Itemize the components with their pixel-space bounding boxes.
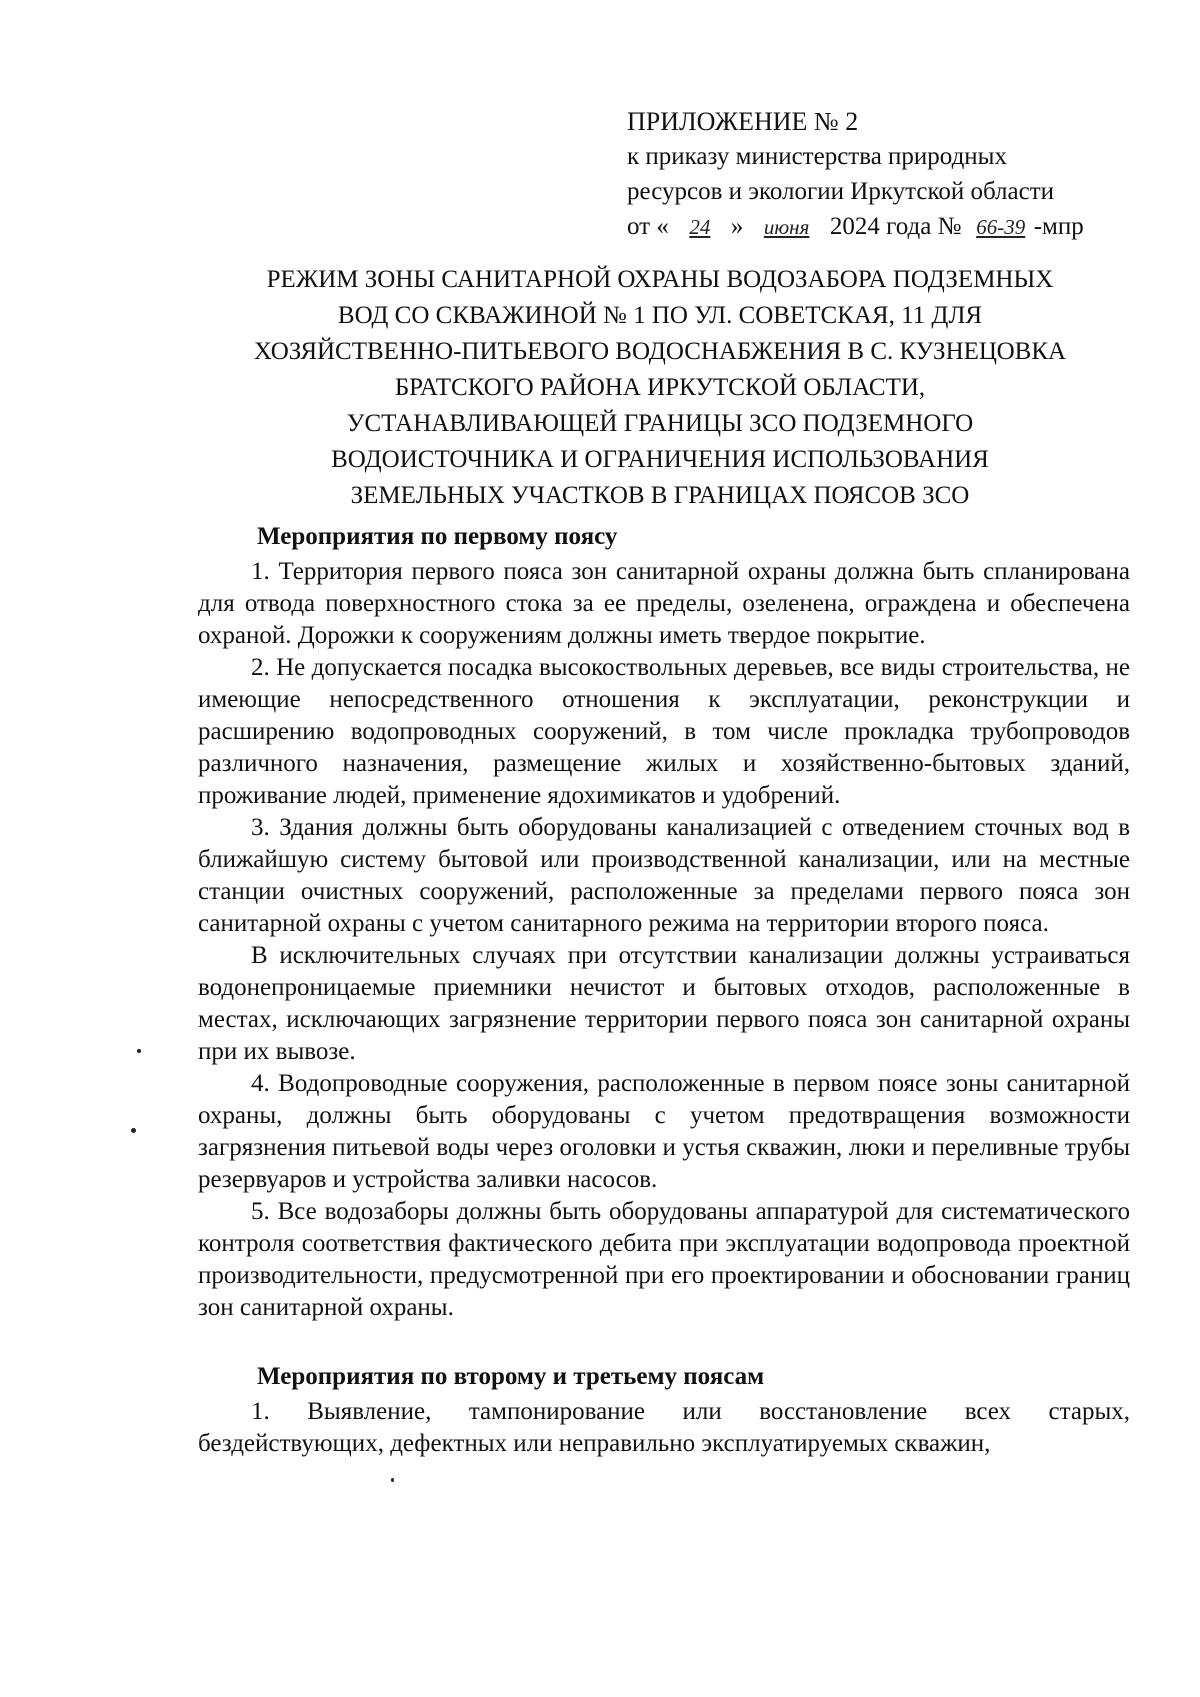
section-1-paragraph: 5. Все водозаборы должны быть оборудованы аппаратурой для систематического контроля соответствия фактического дебита при эксплуатации водопровода проектной производительности, предусмотренной при его проектировании и обосновании границ зон санитарной охраны. xyxy=(198,1198,1130,1321)
scan-speck xyxy=(137,1049,141,1053)
section-1-heading: Мероприятия по первому поясу xyxy=(257,523,618,550)
date-prefix: от « xyxy=(627,213,669,240)
appendix-header xyxy=(627,104,1147,245)
scan-speck xyxy=(391,1478,394,1482)
handwritten-month: июня xyxy=(763,215,810,239)
section-1-paragraph: 1. Территория первого пояса зон санитарной охраны должна быть спланирована для отвода поверхностного стока за ее пределы, озеленена, ограждена и обеспечена охраной. Дорожки к сооружениям должны иметь твердое покрытие. xyxy=(198,558,1130,649)
appendix-title: ПРИЛОЖЕНИЕ № 2 xyxy=(627,107,859,136)
section-2-paragraph: 1. Выявление, тампонирование или восстановление всех старых, бездействующих, дефектных или неправильно эксплуатируемых скважин, xyxy=(198,1398,1130,1457)
section-1-paragraph: 3. Здания должны быть оборудованы канализацией с отведением сточных вод в ближайшую систему бытовой или производственной канализации, или на местные станции очистных сооружений, расположенные за пределами первого пояса зон санитарной охраны с учетом санитарного режима на территории второго пояса. xyxy=(198,814,1130,937)
handwritten-order-number: 66-39 xyxy=(976,215,1026,239)
appendix-date-line xyxy=(627,209,1147,245)
appendix-line-1: к приказу министерства природных xyxy=(627,143,1007,170)
title-line: ХОЗЯЙСТВЕННО-ПИТЬЕВОГО ВОДОСНАБЖЕНИЯ В С. КУЗНЕЦОВКА xyxy=(253,338,1067,365)
section-1-paragraph: В исключительных случаях при отсутствии канализации должны устраиваться водонепроницаемые приемники нечистот и бытовых отходов, расположенные в местах, исключающих загрязнение территории первого пояса зон санитарной охраны при их вывозе. xyxy=(198,942,1130,1065)
title-line: БРАТСКОГО РАЙОНА ИРКУТСКОЙ ОБЛАСТИ, xyxy=(394,374,926,401)
title-line: ВОД СО СКВАЖИНОЙ № 1 ПО УЛ. СОВЕТСКАЯ, 11 ДЛЯ xyxy=(337,302,983,329)
section-1-paragraph: 4. Водопроводные сооружения, расположенные в первом поясе зоны санитарной охраны, должны быть оборудованы с учетом предотвращения возможности загрязнения питьевой воды через оголовки и устья скважин, люки и переливные трубы резервуаров и устройства заливки насосов. xyxy=(198,1070,1130,1193)
date-year: 2024 года № xyxy=(829,213,962,240)
document-title xyxy=(180,262,1140,514)
section-2-heading: Мероприятия по второму и третьему поясам xyxy=(257,1363,765,1390)
section-1-paragraph: 2. Не допускается посадка высокоствольных деревьев, все виды строительства, не имеющие непосредственного отношения к эксплуатации, реконструкции и расширению водопроводных сооружений, в том числе прокладка трубопроводов различного назначения, размещение жилых и хозяйственно-бытовых зданий, проживание людей, применение ядохимикатов и удобрений. xyxy=(198,654,1130,809)
scan-speck xyxy=(131,1128,136,1133)
order-suffix: -мпр xyxy=(1033,213,1084,240)
date-separator: » xyxy=(730,213,744,240)
document-body xyxy=(198,518,1130,1460)
title-line: ВОДОИСТОЧНИКА И ОГРАНИЧЕНИЯ ИСПОЛЬЗОВАНИЯ xyxy=(331,446,989,473)
title-line: УСТАНАВЛИВАЮЩЕЙ ГРАНИЦЫ ЗСО ПОДЗЕМНОГО xyxy=(346,410,974,437)
handwritten-day: 24 xyxy=(689,215,711,239)
title-line: РЕЖИМ ЗОНЫ САНИТАРНОЙ ОХРАНЫ ВОДОЗАБОРА ПОДЗЕМНЫХ xyxy=(266,266,1054,293)
title-line: ЗЕМЕЛЬНЫХ УЧАСТКОВ В ГРАНИЦАХ ПОЯСОВ ЗСО xyxy=(350,482,970,509)
appendix-line-2: ресурсов и экологии Иркутской области xyxy=(627,178,1055,205)
